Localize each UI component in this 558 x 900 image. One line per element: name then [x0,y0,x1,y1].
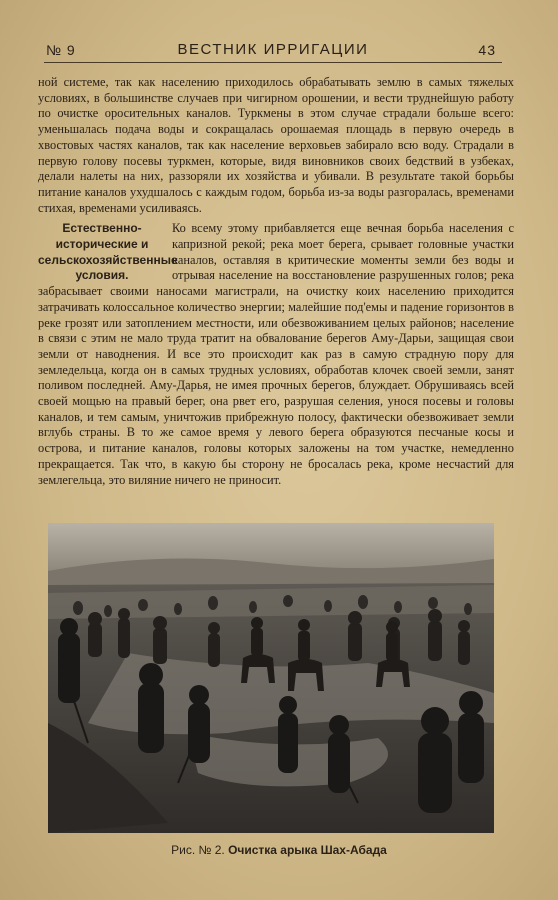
paragraph-with-sidehead [38,221,514,488]
article-body [38,75,514,488]
figure-label: Рис. № 2. [171,843,229,857]
photo-illustration [48,523,494,833]
paragraph: Ко всему этому прибавляется еще вечная борьба населения с капризной рекой; река моет берега, срывает головные участки каналов, оставляя в критические моменты земли без воды и отрывая население на восстановление разрушенных голов; река забрасывает своими наносами магистрали, на очистку коих населению приходится затрачивать колоссальное количество энергии; малейшие под'емы и падение горизонтов в реке грозят или затоплением местности, или обезвоживанием целых районов; население в связи с этим не мало труда тратит на обвалование берегов Аму-Дарьи, защищая свои земли от наводнения. И все это происходит как раз в самую страдную пору для земледельца, когда он в самых трудных условиях, обработав клочек своей земли, занят поливом последней. Аму-Дарья, не имея прочных берегов, блуждает. Обрушиваясь всей своей мощью на правый берег, она рвет его, разрушая селения, унося посевы и головы каналов, и тем самым, уничтожив прибрежную полосу, фактически обезвоживает земли вглубь страны. В то же самое время у левого берега образуются песчаные косы и острова, и питание каналов, головы которых заложены на том участке, немедленно прекращается. Так что, в какую бы сторону не бросалась река, кроме несчастий для землегельца, это виляние ничего не приносит. [38,221,514,487]
issue-number: № 9 [46,42,76,58]
paragraph: ной системе, так как населению приходилось обрабатывать землю в самых тяжелых условиях, в большинстве случаев при чигирном орошении, и вести труднейшую работу по очистке оросительных каналов. Туркмены в этом случае страдали больше всего: уменьшалась подача воды и сокращалась орошаемая площадь в первую очередь в хвостовых частях каналов, так как население верховьев забирало всю воду. Страдали в первую голову посевы туркмен, которые, видя виновников своих бедствий в узбеках, делали налеты на них, раззоряли их хозяйства и убивали. В результате такой борьбы питание каналов ухудшалось с каждым годом, борьба из-за воды разгоралась, временами стихая, временами усиливаясь. [38,75,514,215]
page-number: 43 [478,42,496,58]
side-heading: Естественно-исторические и сельскохозяйственные условия. [38,221,178,283]
running-header [44,40,502,63]
figure-title: Очистка арыка Шах-Абада [228,843,387,857]
figure-caption [0,843,558,857]
journal-title: ВЕСТНИК ИРРИГАЦИИ [177,41,369,58]
photograph-canal-cleaning [48,523,494,833]
